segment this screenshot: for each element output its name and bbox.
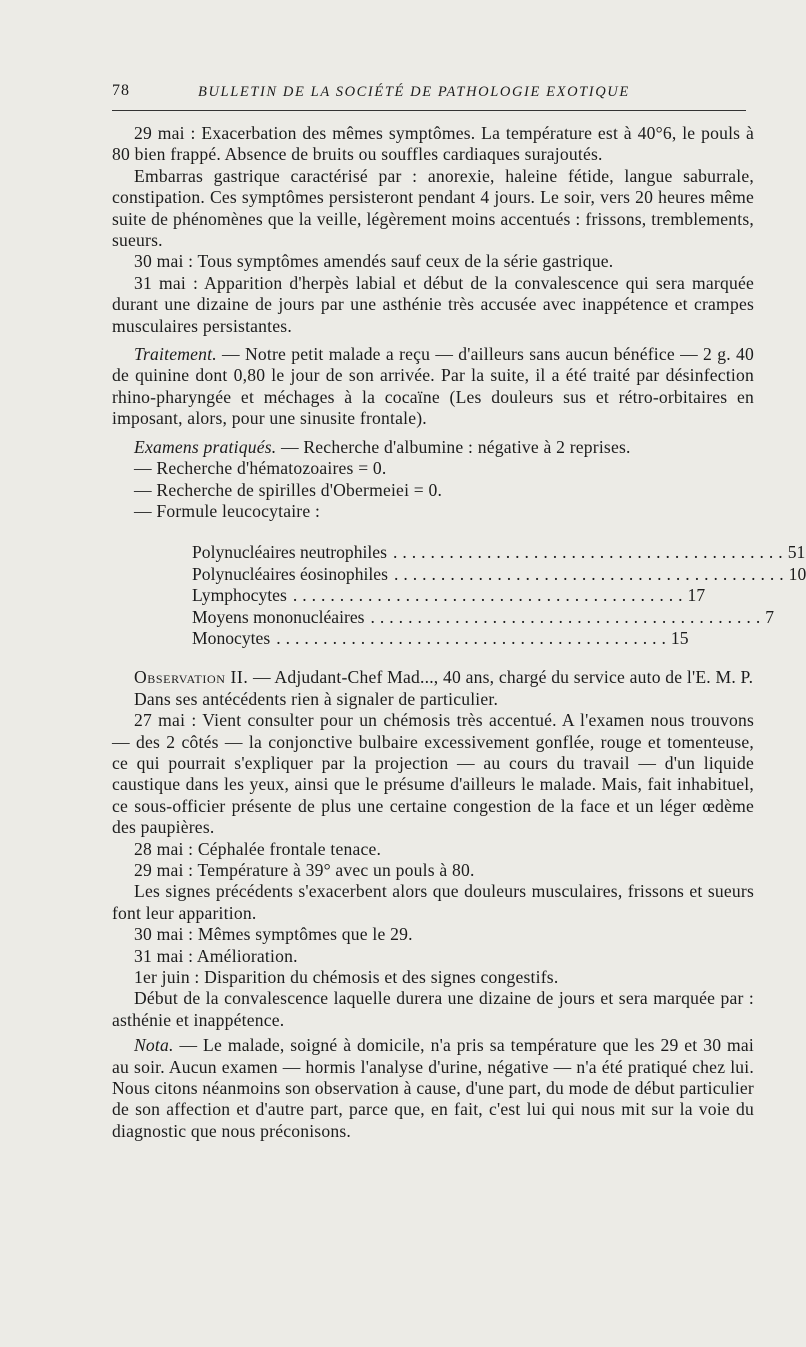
paragraph-29-mai: 29 mai : Exacerbation des mêmes symptômes. La température est à 40°6, le pouls à 80 bien frappé. Absence de bruits ou souffles cardiaques surajoutés. bbox=[112, 123, 754, 165]
formula-value: 17 bbox=[687, 585, 706, 606]
page-number: 78 bbox=[112, 82, 130, 99]
formula-row bbox=[192, 585, 706, 606]
formula-label: Polynucléaires neutrophiles bbox=[192, 542, 387, 563]
leucocyte-formula-table bbox=[192, 542, 806, 649]
traitement-text: — Notre petit malade a reçu — d'ailleurs sans aucun bénéfice — 2 g. 40 de quinine dont 0,80 le jour de son arrivée. Par la suite, il a été traité par désinfection rhino-pharyngée et méchages à la cocaïne (Les douleurs sus et rétro-orbitaires en imposant, alors, pour une sinusite frontale). bbox=[112, 344, 754, 429]
formula-row bbox=[192, 563, 806, 585]
formula-label: Moyens mononucléaires bbox=[192, 606, 365, 627]
paragraph-antecedents: Dans ses antécédents rien à signaler de particulier. bbox=[134, 688, 499, 709]
formula-label: Polynucléaires éosinophiles bbox=[192, 563, 388, 584]
paragraph-31-mai: 31 mai : Apparition d'herpès labial et début de la convalescence qui sera marquée durant une dizaine de jours par une asthénie très accusée avec inappétence et crampes musculaires persistantes. bbox=[112, 272, 754, 336]
running-title: BULLETIN DE LA SOCIÉTÉ DE PATHOLOGIE EXOTIQUE bbox=[198, 84, 630, 100]
formula-label: Lymphocytes bbox=[192, 585, 287, 606]
leader-dots: .......................................... bbox=[370, 606, 766, 627]
paragraph-30-mai: 30 mai : Tous symptômes amendés sauf ceux de la série gastrique. bbox=[134, 251, 614, 272]
formula-value: 7 bbox=[765, 606, 775, 627]
examens-line-formule: — Formule leucocytaire : bbox=[134, 500, 321, 521]
page bbox=[112, 78, 806, 1142]
paragraph-signes-precedents: Les signes précédents s'exacerbent alors que douleurs musculaires, frissons et sueurs font leur apparition. bbox=[112, 881, 754, 923]
formula-row bbox=[192, 627, 689, 649]
leader-dots: .......................................... bbox=[292, 585, 688, 606]
paragraph-27-mai: 27 mai : Vient consulter pour un chémosis très accentué. A l'examen nous trouvons — des 2 côtés — la conjonctive bulbaire excessivement gonflée, rouge et tomenteuse, ce qui pourrait s'expliquer par la projection — au cours du travail — d'un liquide caustique dans les yeux, ainsi que le présume d'ailleurs le malade. Mais, fait inhabituel, ce sous-officier présente de plus une certaine congestion de la face et un léger œdème des paupières. bbox=[112, 710, 754, 838]
leader-dots: .......................................... bbox=[393, 563, 789, 584]
formula-row bbox=[192, 606, 775, 628]
paragraph-embarras-gastrique: Embarras gastrique caractérisé par : anorexie, haleine fétide, langue saburrale, constipation. Ces symptômes persisteront pendant 4 jours. Le soir, vers 20 heures même suite de phénomènes que la veille, légèrement moins accentués : frissons, tremblements, sueurs. bbox=[112, 165, 754, 251]
examens-line-spirilles: — Recherche de spirilles d'Obermeiei = 0. bbox=[134, 479, 443, 500]
formula-label: Monocytes bbox=[192, 627, 271, 648]
traitement-label: Traitement. bbox=[134, 344, 217, 365]
nota-label: Nota. bbox=[134, 1035, 174, 1056]
formula-value: 15 bbox=[670, 627, 689, 648]
paragraph-29-mai-obs2: 29 mai : Température à 39° avec un pouls à 80. bbox=[134, 860, 475, 880]
header-rule bbox=[112, 110, 746, 111]
paragraph-31-mai-obs2: 31 mai : Amélioration. bbox=[134, 945, 298, 966]
examens-line-hematozoaires: — Recherche d'hématozoaires = 0. bbox=[134, 458, 387, 479]
paragraph-observation-ii bbox=[112, 667, 754, 688]
paragraph-traitement bbox=[112, 344, 754, 430]
paragraph-30-mai-obs2: 30 mai : Mêmes symptômes que le 29. bbox=[134, 924, 413, 945]
observation-label: Observation II. bbox=[134, 667, 249, 688]
paragraph-nota bbox=[112, 1035, 754, 1142]
running-header bbox=[112, 78, 754, 102]
leader-dots: .......................................... bbox=[392, 542, 788, 563]
nota-text: — Le malade, soigné à domicile, n'a pris sa température que les 29 et 30 mai au soir. Aucun examen — hormis l'analyse d'urine, négative — n'a été pratiqué chez lui. Nous citons néanmoins son observation à cause, d'une part, du mode de début particulier de son affection et d'autre part, parce que, en fait, c'est lui qui nous mit sur la voie du diagnostic que nous préconisons. bbox=[112, 1035, 754, 1141]
paragraph-1er-juin: 1er juin : Disparition du chémosis et des signes congestifs. bbox=[134, 967, 559, 988]
paragraph-28-mai: 28 mai : Céphalée frontale tenace. bbox=[134, 838, 382, 859]
observation-text: — Adjudant-Chef Mad..., 40 ans, chargé du service auto de l'E. M. P. bbox=[248, 667, 754, 688]
paragraph-examens bbox=[112, 437, 754, 458]
formula-row bbox=[192, 542, 806, 563]
examens-first: — Recherche d'albumine : négative à 2 reprises. bbox=[276, 436, 631, 457]
leader-dots: .......................................... bbox=[276, 627, 671, 648]
examens-label: Examens pratiqués. bbox=[134, 436, 277, 457]
formula-value: 10 bbox=[788, 563, 806, 584]
paragraph-convalescence: Début de la convalescence laquelle durera une dizaine de jours et sera marquée par : asthénie et inappétence. bbox=[112, 988, 754, 1030]
formula-value: 51 bbox=[787, 542, 806, 563]
